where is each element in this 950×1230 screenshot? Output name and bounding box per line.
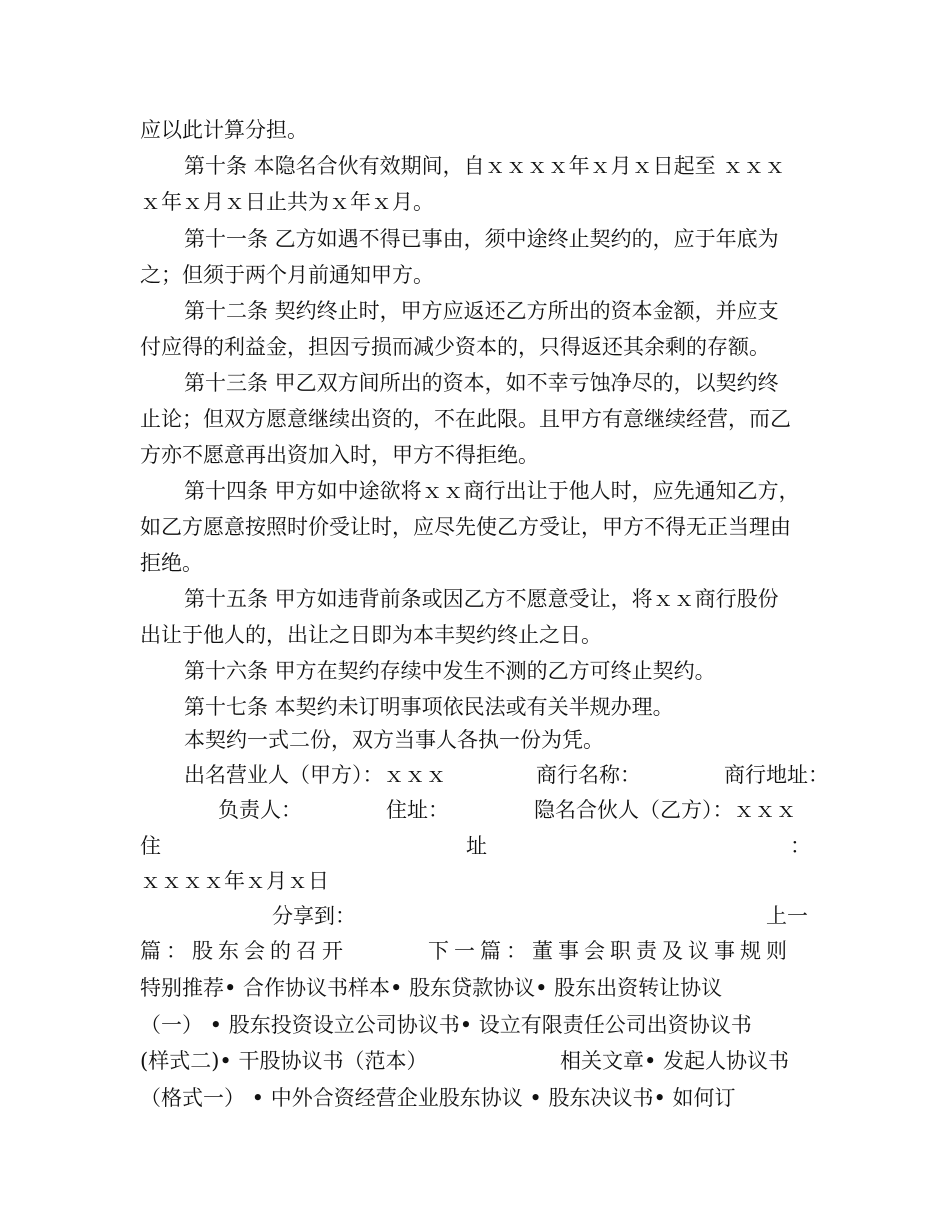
person-in-charge-label: 负责人： <box>218 798 302 822</box>
next-article-link[interactable]: 下一篇：董事会职责及议事规则 <box>428 939 792 963</box>
party-a-label: 出名营业人（甲方）：ｘｘｘ <box>184 763 447 787</box>
address-char-1: 住 <box>140 834 161 858</box>
article-14-line: 第十四条 甲方如中途欲将ｘｘ商行出让于他人时，应先通知乙方， <box>184 479 800 503</box>
address-label: 住址： <box>386 798 449 822</box>
nav-row <box>140 933 812 969</box>
signature-date: ｘｘｘｘ年ｘ月ｘ日 <box>140 869 329 893</box>
article-10-line: 第十条 本隐名合伙有效期间，自ｘｘｘｘ年ｘ月ｘ日起至 ｘｘｘ <box>184 154 786 178</box>
article-11-line: 第十一条 乙方如遇不得已事由，须中途终止契约的，应于年底为 <box>184 227 779 251</box>
share-row <box>140 898 812 934</box>
recommend-line-1[interactable]: 特别推荐• 合作协议书样本• 股东贷款协议• 股东出资转让协议 <box>140 976 723 1000</box>
address-char-2: 址 <box>466 834 487 858</box>
article-12-line: 第十二条 契约终止时，甲方应返还乙方所出的资本金额，并应支 <box>184 299 779 323</box>
recommend-line-2[interactable]: （一） • 股东投资设立公司协议书• 设立有限责任公司出资协议书 <box>140 1013 752 1037</box>
body-line: 如乙方愿意按照时价受让时，应尽先使乙方受让，甲方不得无正当理由 <box>140 515 791 539</box>
party-b-label: 隐名合伙人（乙方）：ｘｘｘ <box>534 798 797 822</box>
recommend-line-4[interactable]: （格式一） • 中外合资经营企业股东协议 • 股东决议书• 如何订 <box>140 1086 736 1110</box>
article-15-line: 第十五条 甲方如违背前条或因乙方不愿意受让，将ｘｘ商行股份 <box>184 587 779 611</box>
previous-article-label[interactable]: 上一 <box>766 904 808 928</box>
body-line: 拒绝。 <box>140 551 203 575</box>
article-13-line: 第十三条 甲乙双方间所出的资本，如不幸亏蚀净尽的，以契约终 <box>184 371 779 395</box>
body-line: 付应得的利益金，担因亏损而减少资本的，只得返还其余剩的存额。 <box>140 335 770 359</box>
body-line: 之；但须于两个月前通知甲方。 <box>140 263 434 287</box>
previous-article-link[interactable]: 篇：股东会的召开 <box>140 939 348 963</box>
signature-row-3 <box>140 828 812 864</box>
body-line: ｘ年ｘ月ｘ日止共为ｘ年ｘ月。 <box>140 190 434 214</box>
body-line: 方亦不愿意再出资加入时，甲方不得拒绝。 <box>140 443 539 467</box>
recommend-line-3 <box>140 1043 812 1079</box>
body-line: 应以此计算分担。 <box>140 118 308 142</box>
shop-address-label: 商行地址： <box>724 763 829 787</box>
signature-row-2 <box>140 792 812 828</box>
closing-line: 本契约一式二份，双方当事人各执一份为凭。 <box>184 728 604 752</box>
shop-name-label: 商行名称： <box>536 763 641 787</box>
article-17-line: 第十七条 本契约未订明事项依民法或有关半规办理。 <box>184 695 674 719</box>
address-colon: ： <box>790 834 811 858</box>
body-line: 止论；但双方愿意继续出资的，不在此限。且甲方有意继续经营，而乙 <box>140 407 791 431</box>
article-16-line: 第十六条 甲方在契约存续中发生不测的乙方可终止契约。 <box>184 659 716 683</box>
share-to-label: 分享到： <box>272 904 356 928</box>
related-articles-link[interactable]: 相关文章• 发起人协议书 <box>560 1049 790 1073</box>
body-line: 出让于他人的，出让之日即为本丰契约终止之日。 <box>140 623 602 647</box>
signature-row-1 <box>140 757 829 793</box>
recommend-link[interactable]: (样式二)• 干股协议书（范本） <box>140 1049 428 1073</box>
